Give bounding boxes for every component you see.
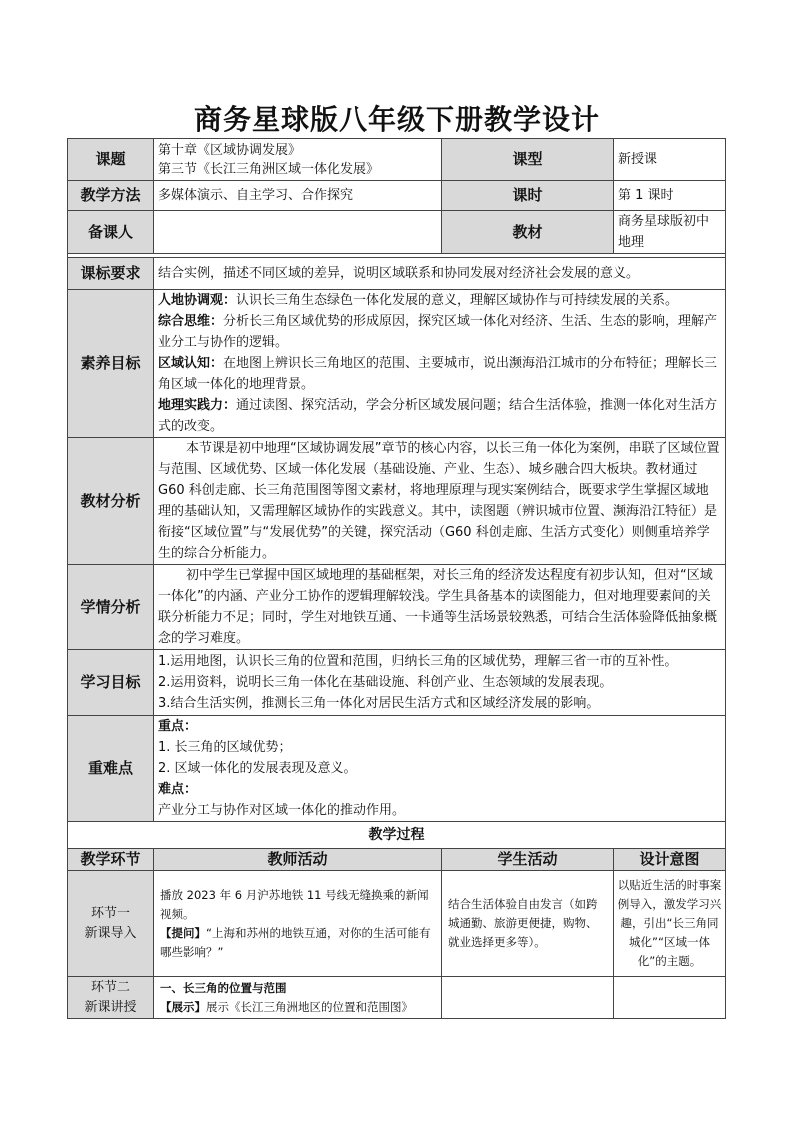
course-label: 课题 bbox=[68, 139, 154, 181]
key-points-label: 重难点 bbox=[68, 716, 154, 822]
stage-cell bbox=[68, 871, 154, 977]
page-title: 商务星球版八年级下册教学设计 bbox=[193, 103, 600, 136]
teacher-cell bbox=[154, 871, 442, 977]
header-row-preparer bbox=[68, 211, 726, 254]
teacher-question: 【提问】“上海和苏州的地铁互通，对你的生活可能有哪些影响？” bbox=[160, 925, 431, 959]
student-analysis-text: 初中学生已掌握中国区域地理的基础框架，对长三角的经济发达程度有初步认知，但对“区域一体化”的内涵、产业分工协作的逻辑理解较浅。学生具备基本的读图能力，但对地理要素间的关联分析能力不足；同时，学生对地铁互通、一卡通等生活场景较熟悉，可结合生活体验降低抽象概念的学习难度。 bbox=[158, 568, 718, 646]
teacher-text: 【展示】展示《长江三角洲地区的位置和范围图》 bbox=[160, 999, 413, 1014]
literacy-item: 地理实践力：通过读图、探究活动，学会分析区域发展问题；结合生活体验，推测一体化对生活方式的改变。 bbox=[158, 398, 718, 434]
preparer-value bbox=[154, 211, 442, 254]
literacy-item: 人地协调观：认识长三角生态绿色一体化发展的意义，理解区域协作与可持续发展的关系。 bbox=[158, 293, 679, 308]
col-design: 设计意图 bbox=[614, 849, 726, 871]
literacy-row bbox=[68, 290, 726, 438]
stage-line2: 新课导入 bbox=[84, 925, 137, 941]
literacy-content bbox=[154, 290, 726, 438]
student-cell bbox=[442, 977, 614, 1019]
lesson-plan-table bbox=[67, 138, 726, 1019]
stage-line1: 环节二 bbox=[90, 979, 130, 995]
process-title: 教学过程 bbox=[68, 822, 726, 849]
stage-line1: 环节一 bbox=[90, 905, 130, 921]
header-row-course bbox=[68, 139, 726, 181]
student-analysis-row bbox=[68, 565, 726, 650]
objectives-content bbox=[154, 650, 726, 716]
objectives-row bbox=[68, 650, 726, 716]
student-cell: 结合生活体验自由发言（如跨城通勤、旅游更便捷，购物、就业选择更多等）。 bbox=[442, 871, 614, 977]
difficulty-text: 产业分工与协作对区域一体化的推动作用。 bbox=[158, 803, 406, 818]
objective-item: 2.运用资料，说明长三角一体化在基础设施、科创产业、生态领域的发展表现。 bbox=[158, 675, 613, 690]
teacher-heading: 一、长三角的位置与范围 bbox=[160, 980, 287, 995]
method-value: 多媒体演示、自主学习、合作探究 bbox=[154, 181, 442, 211]
textbook-analysis-label: 教材分析 bbox=[68, 438, 154, 565]
literacy-item: 综合思维：分析长三角区域优势的形成原因，探究区域一体化对经济、生活、生态的影响，理解产业分工与协作的逻辑。 bbox=[158, 314, 718, 350]
col-teacher: 教师活动 bbox=[154, 849, 442, 871]
stage-cell bbox=[68, 977, 154, 1019]
design-cell: 以贴近生活的时事案例导入，激发学习兴趣，引出“长三角同城化”“区域一体化”的主题。 bbox=[614, 871, 726, 977]
objective-item: 3.结合生活实例，推测长三角一体化对居民生活方式和区域经济发展的影响。 bbox=[158, 696, 600, 711]
literacy-item: 区域认知：在地图上辨识长三角地区的范围、主要城市，说出濒海沿江城市的分布特征；理解长三角区域一体化的地理背景。 bbox=[158, 356, 718, 392]
process-row bbox=[68, 977, 726, 1019]
type-value: 新授课 bbox=[614, 139, 726, 181]
header-row-method bbox=[68, 181, 726, 211]
col-student: 学生活动 bbox=[442, 849, 614, 871]
key-points-row bbox=[68, 716, 726, 822]
course-value bbox=[154, 139, 442, 181]
textbook-analysis-row bbox=[68, 438, 726, 565]
difficulty-title: 难点： bbox=[158, 782, 198, 797]
objective-item: 1.运用地图，认识长三角的位置和范围，归纳长三角的区域优势，理解三省一市的互补性。 bbox=[158, 654, 678, 669]
textbook-analysis-text: 本节课是初中地理“区域协调发展”章节的核心内容，以长三角一体化为案例，串联了区域位置与范围、区域优势、区域一体化发展（基础设施、产业、生态）、城乡融合四大板块。教材通过 G60 科创走廊、长三角范围图等图文素材，将地理原理与现实案例结合，既要求学生掌握区域地理的基础认知，又需理解区域协作的实践意义。其中，读图题（辨识城市位置、濒海沿江特征）是衔接“区域位置”与“发展优势”的关键，探究活动（G60 科创走廊、生活方式变化）则侧重培养学生的综合分析能力。 bbox=[158, 441, 720, 561]
process-row bbox=[68, 871, 726, 977]
course-line1: 第十章《区域协调发展》 bbox=[158, 142, 302, 158]
teacher-text: 播放 2023 年 6 月沪苏地铁 11 号线无缝换乘的新闻视频。 bbox=[160, 887, 429, 921]
textbook-analysis-cell bbox=[154, 438, 726, 565]
design-cell bbox=[614, 977, 726, 1019]
textbook-label: 教材 bbox=[442, 211, 614, 254]
literacy-label: 素养目标 bbox=[68, 290, 154, 438]
key-item: 1. 长三角的区域优势； bbox=[158, 740, 292, 755]
key-item: 2. 区域一体化的发展表现及意义。 bbox=[158, 761, 357, 776]
type-label: 课型 bbox=[442, 139, 614, 181]
col-stage: 教学环节 bbox=[68, 849, 154, 871]
process-title-row bbox=[68, 822, 726, 849]
student-analysis-label: 学情分析 bbox=[68, 565, 154, 650]
key-points-content bbox=[154, 716, 726, 822]
preparer-label: 备课人 bbox=[68, 211, 154, 254]
hours-label: 课时 bbox=[442, 181, 614, 211]
method-label: 教学方法 bbox=[68, 181, 154, 211]
process-header-row bbox=[68, 849, 726, 871]
teacher-cell bbox=[154, 977, 442, 1019]
student-analysis-cell bbox=[154, 565, 726, 650]
stage-line2: 新课讲授 bbox=[84, 999, 137, 1015]
textbook-value: 商务星球版初中地理 bbox=[614, 211, 726, 254]
objectives-label: 学习目标 bbox=[68, 650, 154, 716]
course-line2: 第三节《长江三角洲区域一体化发展》 bbox=[158, 161, 380, 177]
key-title: 重点： bbox=[158, 719, 198, 734]
standard-label: 课标要求 bbox=[68, 258, 154, 290]
hours-value: 第 1 课时 bbox=[614, 181, 726, 211]
standard-text: 结合实例，描述不同区域的差异，说明区域联系和协同发展对经济社会发展的意义。 bbox=[154, 258, 726, 290]
standard-row bbox=[68, 258, 726, 290]
